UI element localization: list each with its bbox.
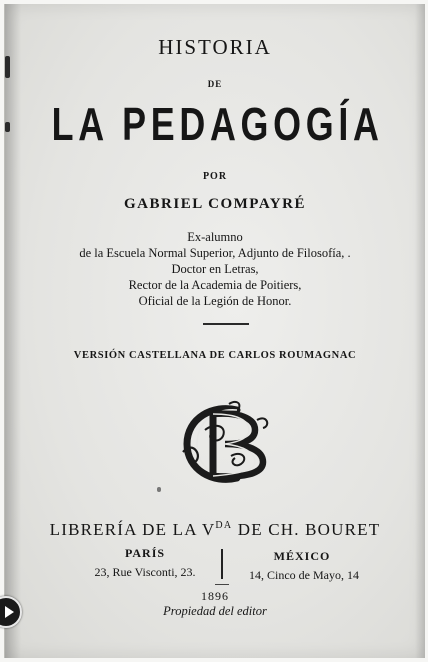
translation-note: VERSIÓN CASTELLANA DE CARLOS ROUMAGNAC: [73, 350, 357, 361]
rights-note: Propiedad del editor: [163, 604, 267, 618]
title-line-de: DE: [207, 79, 223, 89]
byline-por: POR: [202, 171, 228, 182]
publisher-suffix: DE CH. BOURET: [232, 520, 381, 539]
author-credential: Rector de la Academia de Poitiers,: [128, 278, 302, 292]
author-name: GABRIEL COMPAYRÉ: [124, 196, 306, 212]
title-line-historia: HISTORIA: [158, 35, 272, 59]
year-dash: [215, 584, 229, 585]
publisher-prefix: LIBRERÍA DE LA V: [49, 520, 216, 539]
publisher-monogram-logo: [175, 400, 275, 488]
author-credential: Oficial de la Legión de Honor.: [138, 294, 292, 308]
column-divider: [221, 549, 223, 579]
section-divider: [203, 323, 249, 325]
publisher-line: [5, 520, 425, 540]
spine-shadow: [5, 4, 21, 658]
city-paris: PARÍS: [124, 546, 166, 560]
publication-year: 1896: [201, 589, 229, 603]
author-credential: Ex-alumno: [187, 230, 243, 244]
address-paris: 23, Rue Visconti, 23.: [94, 565, 196, 579]
title-page: [4, 4, 425, 658]
publisher-superscript: DA: [215, 520, 233, 531]
author-credential: de la Escuela Normal Superior, Adjunto de Filosofía, .: [79, 246, 351, 260]
page-spot: [157, 487, 161, 492]
city-mexico: MÉXICO: [273, 549, 331, 563]
page-edge-shadow: [415, 4, 425, 658]
page-edge-mark: [5, 122, 10, 132]
author-credential: Doctor en Letras,: [171, 262, 259, 276]
address-mexico: 14, Cinco de Mayo, 14: [249, 568, 359, 582]
main-title: LA PEDAGOGÍA: [51, 98, 384, 150]
